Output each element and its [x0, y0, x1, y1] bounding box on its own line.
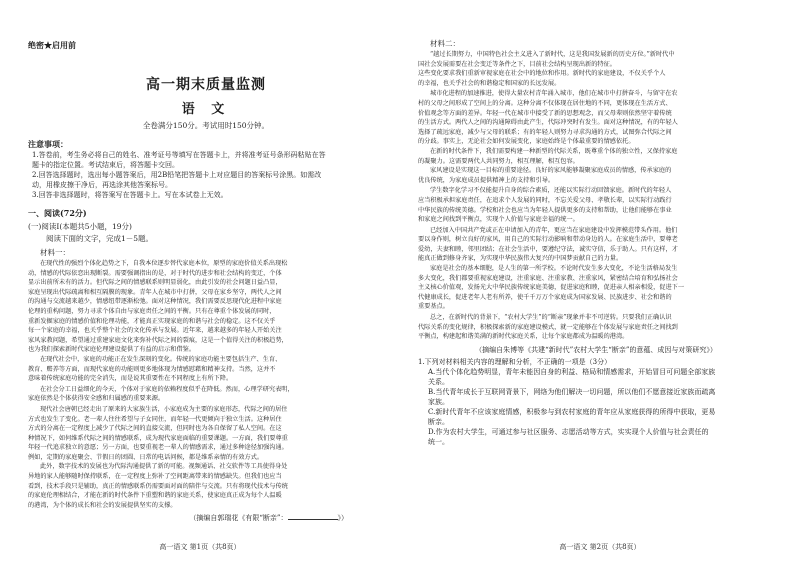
- text-line: 看到，技术手段只是辅助，真正的情感联系仍需要面对面的陪伴与交流。只有将现代技术与传统: [28, 482, 288, 490]
- text-line: 主义核心价值观，发扬光大中华民族传统家庭美德，促进家庭和睦，促进亲人相亲相爱，促进下一: [418, 284, 685, 292]
- text-line: 的凝聚力。这需要两代人共同努力，相互理解，相互包容。: [418, 157, 579, 165]
- passage-paragraph: [418, 226, 774, 312]
- passage-paragraph: [418, 50, 774, 88]
- option-b-cont: 家族。: [428, 397, 449, 406]
- source-citation: [28, 513, 384, 523]
- option-a-cont: 关系。: [428, 377, 449, 386]
- text-line: 伦理的重构问题，努力寻求个体自由与家庭责任之间的平衡。只有在尊重个体发展的同时，: [28, 307, 276, 315]
- note-line: 动，用橡皮擦干净后，再选涂其他答案标号。: [32, 181, 172, 189]
- exam-meta: 全卷满分150分。考试用时150分钟。: [142, 121, 270, 130]
- text-line: 重要基点。: [418, 303, 449, 311]
- text-line: 家庭依然是个体获得安全感和归属感的重要来源。: [28, 395, 165, 403]
- exam-title: 高一期末质量监测: [146, 77, 266, 93]
- exam-page-2: [400, 0, 800, 562]
- text-line: 在现代性的强烈个体化趋势之下，自我本位逐步替代家庭本位，原型的家庭价值关系出现松: [40, 260, 288, 267]
- text-line: 方式的分离在一定程度上减少了代际之间的直接交流，但同时也为各自保留了私人空间。在这: [28, 425, 282, 433]
- text-line: 显示出前所未有的活力。但代际之间的情感联系则明显弱化，由此引发的社会问题日益凸显，: [28, 279, 282, 287]
- text-line: 的家庭伦理相结合，才能在新的时代条件下重塑和谐的家庭关系，使家庭真正成为每个人温暖: [28, 492, 282, 500]
- note-line: 2.回答选择题时，选出每小题答案后，用2B铅笔把答题卡上对应题目的答案标号涂黑。如需改: [32, 171, 322, 179]
- text-line: 平衡点，构建起和谐美满的新时代家庭关系，让每个家庭都成为温暖的港湾。: [418, 333, 629, 341]
- text-line: 也为我们探索新时代家庭伦理建设提供了有益的启示和借鉴。: [28, 346, 196, 354]
- text-line: 异地的家人能够随时保持联系，在一定程度上弥补了空间距离带来的情感缺失。但我们也应当: [28, 473, 282, 481]
- text-line: 中华民族的传统美德。学校和社会也应当为年轻人提供更多的支持和帮助，让他们能够在事业: [418, 206, 672, 214]
- passage-paragraph: [28, 259, 384, 384]
- note-line: 题卡的指定位置。考试结束后，将答题卡交回。: [32, 161, 179, 169]
- section-heading: 一、阅读(72分): [28, 208, 87, 218]
- text-line: “越过长期努力，中国特色社会主义进入了新时代，这是我国发展新的历史方位。”新时代中: [430, 51, 675, 58]
- text-line: 的分歧。事实上，无论社会如何发展变化，家庭始终是个体最重要的情感依托。: [418, 138, 635, 146]
- text-line: 已经加入中国共产党或正在申请加入的青年，更应当在家庭建设中发挥模范带头作用。他们: [430, 226, 678, 234]
- answer-options: [418, 367, 774, 447]
- text-line: 的沟通与交流越来越少，情感纽带逐渐松弛。面对这种情况，我们需要反思现代化进程中家庭: [28, 298, 282, 306]
- option-c-cont: 断亲。: [428, 417, 449, 426]
- subject-title: 语 文: [181, 102, 231, 117]
- text-line: 应当积极承担家庭责任，在追求个人发展的同时，不忘关爱父母、孝敬长辈，以实际行动践行: [418, 196, 672, 204]
- note-line: 3.回答非选择题时，将答案写在答题卡上。写在本试卷上无效。: [32, 191, 228, 199]
- text-line: 动，情感的代际依恋出现断裂。需要强调指出的是，对于时代的进步和社会结构的变迁，个体: [28, 269, 282, 277]
- text-line: 国社会发展需要在社会变迁等条件之下，目前社会结构呈现出新的特征。: [418, 60, 616, 68]
- option-d[interactable]: D.作为农村大学生，可通过参与社区服务、志愿活动等方式，实实现个人价值与社会责任的: [428, 427, 709, 436]
- option-b[interactable]: B.当代青年成长于互联网背景下，网络为他们解决一切问题，所以他们不愿意接近家族而疏离: [428, 387, 716, 396]
- notes-list: [28, 150, 384, 200]
- text-line: 价值观念等方面的差异。年轻一代在城市中接受了新的思想观念，而父母辈则依然坚守着传统: [418, 109, 672, 117]
- fill-in-blank[interactable]: [288, 519, 338, 520]
- source-prefix: （摘编自郭瑞花《有限“断亲”：: [189, 514, 288, 523]
- text-line: 爱幼，夫妻和睦，邻里团结；在社会生活中，要遵纪守法，诚实守信，乐于助人。只有这样，才: [418, 245, 678, 253]
- text-line: 在现代社会中，家庭的功能正在发生深刻的变化。传统的家庭功能主要包括生产、生育、: [40, 355, 282, 363]
- text-line: 例如，定期的家庭聚会、节假日的团圆、日常的电话问候，都是维系亲情的有效方式。: [28, 453, 264, 461]
- notes-heading: 注意事项：: [28, 139, 68, 149]
- option-c[interactable]: C.新时代青年不应该家庭情感，积极参与到农村家庭的青年应从家庭获得的所得中获取，更易: [428, 407, 716, 416]
- text-line: 在新的时代条件下，我们需要构建一种新型的代际关系，既尊重个体的独立性，又保持家庭: [430, 147, 678, 155]
- text-line: 现代社会唐朝已经走出了原来的大家族生活，小家庭成为主要的家庭形态，代际之间的居住: [40, 405, 288, 413]
- text-line: 家风家教问题，希望通过重建家庭文化来弥补代际之间的裂痕，这是一个值得关注的积极趋势，: [28, 336, 288, 344]
- page-footer: 高一语文 第2页（共8页）: [559, 543, 641, 551]
- text-line: 此外，数字技术的发展也为代际沟通提供了新的可能。视频通话、社交软件等工具使得身处: [40, 463, 288, 471]
- page-footer: 高一语文 第1页（共8页）: [159, 543, 241, 551]
- passage-paragraph: [418, 186, 774, 224]
- text-line: 和家庭之间找到平衡点，实现个人价值与家庭幸福的统一。: [418, 216, 579, 224]
- text-line: 教育、赡养等方面，而现代家庭的功能则更多地体现为情感慰藉和精神支持。当然，这并不: [28, 365, 276, 373]
- passage-paragraph: [418, 89, 774, 185]
- text-line: 家庭是社会的基本细胞，是人生的第一所学校。不论时代发生多大变化，不论生活格局发生: [430, 265, 678, 273]
- text-line: 代际关系的变化规律，积极探索新的家庭建设模式，就一定能够在个体发展与家庭责任之间找到: [418, 323, 678, 331]
- text-line: 种情况下，如何维系代际之间的情感联系，成为现代家庭面临的重要课题。一方面，我们要尊重: [28, 434, 288, 442]
- text-line: 优良传统，为家庭成员提供精神上的支持和引导。: [418, 176, 555, 184]
- material-label: 材料二：: [430, 39, 460, 48]
- text-line: 选择了疏远家庭，减少与父母的联系；有的年轻人则努力寻求沟通的方式，试图弥合代际之间: [418, 128, 672, 136]
- question-stem: 1.下列对材料相关内容的理解和分析，不正确的一项是（3分）: [418, 357, 612, 366]
- text-line: 年轻一代追求独立的意愿；另一方面，也要重视老一辈人的情感需求，通过多种途径加强沟通。: [28, 444, 288, 452]
- text-line: 这些变化要求我们重新审视家庭在社会中的地位和作用。新时代的家庭建设，不仅关乎个人: [418, 70, 666, 78]
- text-line: 每一个家庭的幸福，也关乎整个社会的文化传承与发展。近年来，越来越多的年轻人开始关注: [28, 327, 282, 335]
- passage-paragraph: [28, 405, 384, 511]
- text-line: 意味着传统家庭功能的完全消失，而是说其重要性在不同程度上有所下降。: [28, 375, 233, 383]
- text-line: 能真正做到修身齐家，为实现中华民族伟大复兴的中国梦贡献自己的力量。: [418, 255, 623, 263]
- text-line: 的幸福，也关乎社会的和谐稳定和国家的长远发展。: [418, 79, 561, 87]
- note-line: 1.答卷前，考生务必将自己的姓名、准考证号等填写在答题卡上，并将准考证号条形码粘贴在答: [32, 151, 326, 159]
- option-d-cont: 统一。: [428, 437, 449, 446]
- confidential-label: 绝密★启用前: [28, 40, 76, 50]
- option-a[interactable]: A.当代个体化趋势明显，青年未能因自身的利益、格局和情感需求，开始冒目可问题全部家族: [428, 367, 716, 376]
- subsection-instruction: 阅读下面的文字，完成1－5题。: [46, 234, 154, 243]
- text-line: 家庭呈现出代际疏离和相互隔膜的现象。青年人在城市中打拼，父母在家乡坚守，两代人之间: [28, 288, 282, 296]
- source-suffix: 》）: [337, 514, 348, 523]
- text-line: 的港湾，为个体的成长和社会的发展提供坚实的支撑。: [28, 501, 177, 509]
- text-line: 村的父母之间形成了空间上的分离。这种分离不仅体现在居住地的不同，更体现在生活方式、: [418, 99, 672, 107]
- text-line: 家风建设是实现这一目标的重要途径。良好的家风能够凝聚家庭成员的情感，传承家庭的: [430, 167, 672, 175]
- text-line: 在社会分工日益细化的今天，个体对于家庭的依赖程度似乎在降低。然而，心理学研究表明，: [40, 385, 294, 393]
- text-line: 总之，在新时代的背景下，“农村大学生”的“断亲”现象并非不可逆转。只要我们正确认识: [430, 314, 672, 322]
- text-line: 学生数字化学习不仅能提升自身的综合素质，还能以实际行动回馈家庭。新时代的年轻人: [430, 187, 672, 195]
- text-line: 多大变化，我们都要重视家庭建设，注重家庭、注重家教、注重家风，紧密结合培育和弘扬社会: [418, 274, 678, 282]
- text-line: 重新发掘家庭的情感价值和伦理功能，才能真正实现家庭的和谐与社会的稳定。这不仅关乎: [28, 317, 276, 325]
- text-line: 的生活方式。两代人之间的沟通障碍由此产生，代际冲突时有发生。面对这种情况，有的年轻人: [418, 119, 678, 127]
- passage-paragraph: [28, 385, 384, 404]
- source-citation: （摘编自朱博等《共建“新时代”农村大学生“断亲”的意蕴、成因与对策研究》）: [475, 345, 717, 354]
- text-line: 代健康成长，促进老年人老有所养，使千千万万个家庭成为国家发展、民族进步、社会和谐的: [418, 293, 672, 301]
- text-line: 要以身作则，树立良好的家风，用自己的实际行动影响和带动身边的人。在家庭生活中，要尊老: [418, 236, 678, 244]
- subsection-heading: (一)阅读Ⅰ(本题共5小题，19分): [28, 222, 132, 231]
- passage-paragraph: [418, 313, 774, 342]
- text-line: 城市化进程的加速推进，使得大量农村青年涌入城市，他们在城市中打拼奋斗，与留守在农: [430, 90, 678, 98]
- text-line: 方式也发生了变化。老一辈人往往希望与子女同住，而年轻一代更倾向于独立生活。这种居住: [28, 415, 282, 423]
- material-label: 材料一：: [40, 248, 70, 257]
